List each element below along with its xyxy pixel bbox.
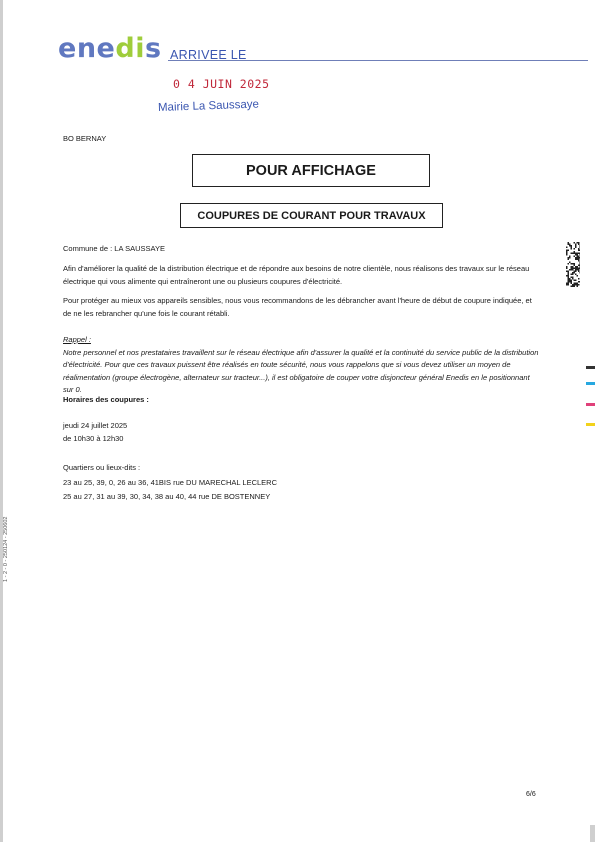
margin-text: 1 - 2 - 0 - 250124 - 250602 <box>3 516 9 582</box>
advice-paragraph: Pour protéger au mieux vos appareils sensibles, nous vous recommandons de les débrancher avant l'heure de début de coupure indiquée, et de ne les rebrancher qu'une fois le courant rétabli. <box>63 296 532 318</box>
stamp-date: 0 4 JUIN 2025 <box>173 77 270 91</box>
stamp-mairie: Mairie La Saussaye <box>157 98 260 114</box>
subtitle-text: COUPURES DE COURANT POUR TRAVAUX <box>197 209 426 222</box>
reference: BO BERNAY <box>63 134 107 143</box>
quartier-line: 23 au 25, 39, 0, 26 au 36, 41BIS rue DU MARECHAL LECLERC <box>63 478 278 487</box>
scan-edge-left <box>0 0 3 842</box>
commune-line: Commune de : LA SAUSSAYE <box>63 244 165 253</box>
print-mark-cyan <box>586 382 595 385</box>
intro-paragraph: Afin d'améliorer la qualité de la distribution électrique et de répondre aux besoins de notre clientèle, nous réalisons des travaux sur le réseau électrique qui vous alimente qui entraîneront une ou plusieurs coupures d'électricité. <box>63 264 530 286</box>
title-box <box>192 154 430 187</box>
qr-code-icon <box>566 242 580 287</box>
horaires-label: Horaires des coupures : <box>63 395 149 404</box>
print-mark-yellow <box>586 423 595 426</box>
print-mark-black <box>586 366 595 369</box>
subtitle-box <box>180 203 443 228</box>
rappel-label: Rappel : <box>63 335 91 344</box>
date-line: jeudi 24 juillet 2025 <box>63 421 128 430</box>
enedis-logo: enedis <box>58 33 162 64</box>
stamp-arrivee: ARRIVEE LE <box>170 48 247 62</box>
time-line: de 10h30 à 12h30 <box>63 434 124 443</box>
rappel-text: Notre personnel et nos prestataires travaillent sur le réseau électrique afin d'assurer la qualité et la continuité du service public de la distribution d'électricité. Pour que ces travaux puissent être réalisés en toute sécurité, nous vous rappelons que si vous devez utiliser un moyen de réalimentation (groupe électrogène, alternateur sur tracteur...), il est obligatoire de couper votre disjoncteur général Enedis en le positionnant sur 0. <box>63 347 539 394</box>
rappel-block <box>63 334 541 397</box>
quartiers-label: Quartiers ou lieux-dits : <box>63 463 141 472</box>
page-number: 6/6 <box>526 791 536 798</box>
scan-edge-corner <box>590 825 595 842</box>
title-text: POUR AFFICHAGE <box>246 162 376 179</box>
quartier-line: 25 au 27, 31 au 39, 30, 34, 38 au 40, 44 rue DE BOSTENNEY <box>63 492 271 501</box>
print-mark-magenta <box>586 403 595 406</box>
